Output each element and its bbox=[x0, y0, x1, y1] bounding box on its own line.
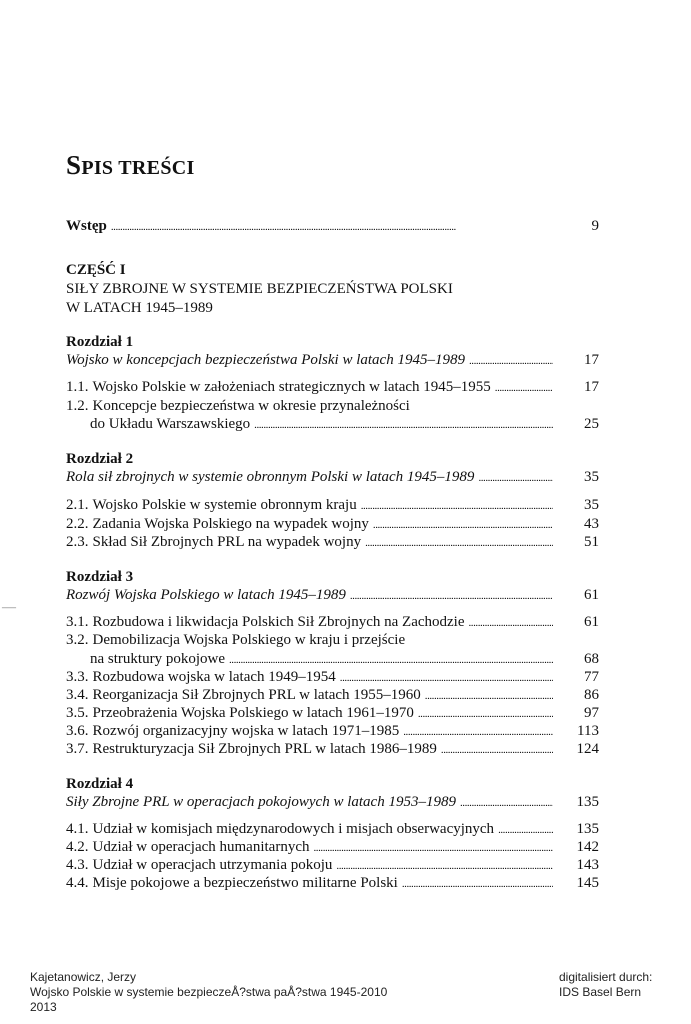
toc-section-entry[interactable] bbox=[66, 820, 599, 839]
toc-page-number: 142 bbox=[576, 839, 599, 855]
toc-page-number: 77 bbox=[584, 669, 599, 685]
leader-dots bbox=[469, 613, 554, 633]
toc-page-number: 86 bbox=[584, 687, 599, 703]
toc-entry-label: Misje pokojowe a bezpieczeństwo militarne Polski bbox=[92, 875, 398, 891]
footer-bibliographic-info bbox=[30, 970, 387, 1015]
leader-dots bbox=[495, 378, 553, 398]
section-number: 4.2. bbox=[66, 839, 89, 855]
toc-section-entry[interactable] bbox=[66, 613, 599, 632]
toc-page-number: 17 bbox=[584, 352, 599, 368]
section-number: 1.1. bbox=[66, 379, 89, 395]
toc-page-number: 25 bbox=[584, 416, 599, 432]
toc-entry-label: Zadania Wojska Polskiego na wypadek wojny bbox=[92, 516, 369, 532]
toc-page-number: 135 bbox=[576, 794, 599, 810]
toc-section-continuation[interactable] bbox=[90, 415, 599, 434]
toc-page-number: 35 bbox=[584, 469, 599, 485]
chapter-heading: Rozdział 1 bbox=[66, 334, 134, 350]
toc-entry-label: Restrukturyzacja Sił Zbrojnych PRL w latach 1986–1989 bbox=[92, 741, 437, 757]
footer-digitization-info bbox=[559, 970, 652, 1000]
leader-dots bbox=[336, 856, 553, 876]
part-heading: CZĘŚĆ I bbox=[66, 262, 126, 278]
toc-page-number: 17 bbox=[584, 379, 599, 395]
toc-page-number: 68 bbox=[584, 651, 599, 667]
toc-entry-label: Rozbudowa wojska w latach 1949–1954 bbox=[92, 669, 336, 685]
leader-dots bbox=[402, 874, 553, 894]
chapter-heading: Rozdział 2 bbox=[66, 451, 134, 467]
toc-section-entry[interactable] bbox=[66, 515, 599, 534]
leader-dots bbox=[425, 686, 553, 706]
toc-entry-intro[interactable] bbox=[66, 217, 599, 236]
section-number: 3.6. bbox=[66, 723, 89, 739]
section-number: 2.1. bbox=[66, 497, 89, 513]
section-number: 3.1. bbox=[66, 614, 89, 630]
leader-dots bbox=[441, 740, 553, 760]
section-number: 3.2. bbox=[66, 632, 89, 648]
section-number: 1.2. bbox=[66, 398, 89, 414]
toc-page-number: 97 bbox=[584, 705, 599, 721]
toc-entry-label: Udział w komisjach międzynarodowych i misjach obserwacyjnych bbox=[92, 821, 495, 837]
title-initial: S bbox=[66, 150, 82, 180]
toc-page-number: 43 bbox=[584, 516, 599, 532]
toc-section-entry[interactable] bbox=[66, 874, 599, 893]
section-number: 4.1. bbox=[66, 821, 89, 837]
toc-entry-label: Udział w operacjach utrzymania pokoju bbox=[92, 857, 333, 873]
toc-section-entry[interactable] bbox=[66, 704, 599, 723]
toc-page-number: 61 bbox=[584, 614, 599, 630]
leader-dots bbox=[478, 468, 553, 488]
leader-dots bbox=[111, 217, 553, 237]
section-number: 4.3. bbox=[66, 857, 89, 873]
leader-dots bbox=[498, 820, 553, 840]
toc-section-entry[interactable] bbox=[66, 533, 599, 552]
leader-dots bbox=[350, 586, 553, 606]
chapter-heading: Rozdział 3 bbox=[66, 569, 134, 585]
toc-entry-label: Rozbudowa i likwidacja Polskich Sił Zbrojnych na Zachodzie bbox=[92, 614, 465, 630]
chapter-heading: Rozdział 4 bbox=[66, 776, 134, 792]
toc-chapter-title[interactable] bbox=[66, 468, 599, 487]
section-number: 3.4. bbox=[66, 687, 89, 703]
footer-author: Kajetanowicz, Jerzy bbox=[30, 970, 137, 984]
leader-dots bbox=[418, 704, 553, 724]
leader-dots bbox=[314, 838, 554, 858]
toc-chapter-title[interactable] bbox=[66, 351, 599, 370]
toc-page-number: 35 bbox=[584, 497, 599, 513]
toc-entry-label: Wojsko w koncepcjach bezpieczeństwa Polski w latach 1945–1989 bbox=[66, 352, 465, 368]
toc-section-entry[interactable] bbox=[66, 838, 599, 857]
toc-entry-label: Rozwój Wojska Polskiego w latach 1945–1989 bbox=[66, 587, 346, 603]
toc-entry-label-cont: do Układu Warszawskiego bbox=[90, 416, 251, 432]
toc-section-entry[interactable] bbox=[66, 378, 599, 397]
leader-dots bbox=[460, 793, 553, 813]
section-number: 3.7. bbox=[66, 741, 89, 757]
toc-section-entry[interactable] bbox=[66, 631, 599, 650]
leader-dots bbox=[373, 515, 553, 535]
toc-page-number: 145 bbox=[576, 875, 599, 891]
toc-page-number: 124 bbox=[576, 741, 599, 757]
margin-mark: — bbox=[2, 600, 16, 615]
toc-page-number: 143 bbox=[576, 857, 599, 873]
section-number: 2.2. bbox=[66, 516, 89, 532]
toc-section-entry[interactable] bbox=[66, 722, 599, 741]
toc-entry-label: Rola sił zbrojnych w systemie obronnym Polski w latach 1945–1989 bbox=[66, 469, 475, 485]
section-number: 2.3. bbox=[66, 534, 89, 550]
leader-dots bbox=[340, 668, 553, 688]
toc-entry-label: Wojsko Polskie w systemie obronnym kraju bbox=[92, 497, 357, 513]
leader-dots bbox=[365, 533, 553, 553]
section-number: 4.4. bbox=[66, 875, 89, 891]
toc-page-number: 9 bbox=[591, 218, 599, 234]
toc-entry-label: Udział w operacjach humanitarnych bbox=[92, 839, 310, 855]
leader-dots bbox=[469, 351, 553, 371]
footer-book-title: Wojsko Polskie w systemie bezpieczeÅ?stwa paÅ?stwa 1945-2010 bbox=[30, 985, 388, 999]
toc-entry-label: Skład Sił Zbrojnych PRL na wypadek wojny bbox=[92, 534, 362, 550]
toc-section-entry[interactable] bbox=[66, 668, 599, 687]
leader-dots bbox=[254, 415, 553, 435]
toc-chapter-title[interactable] bbox=[66, 586, 599, 605]
toc-entry-label: Rozwój organizacyjny wojska w latach 1971–1985 bbox=[92, 723, 400, 739]
toc-page-number: 51 bbox=[584, 534, 599, 550]
part-title-line-1: SIŁY ZBROJNE W SYSTEMIE BEZPIECZEŃSTWA POLSKI bbox=[66, 281, 453, 297]
toc-page-number: 61 bbox=[584, 587, 599, 603]
toc-entry-label: Przeobrażenia Wojska Polskiego w latach 1961–1970 bbox=[92, 705, 414, 721]
toc-section-continuation[interactable] bbox=[90, 650, 599, 669]
toc-entry-label: Wojsko Polskie w założeniach strategicznych w latach 1945–1955 bbox=[92, 379, 491, 395]
leader-dots bbox=[361, 496, 553, 516]
title-rest: PIS TREŚCI bbox=[81, 157, 195, 179]
toc-entry-label-cont: na struktury pokojowe bbox=[90, 651, 225, 667]
section-number: 3.3. bbox=[66, 669, 89, 685]
toc-chapter-title[interactable] bbox=[66, 793, 599, 812]
toc-section-entry[interactable] bbox=[66, 496, 599, 515]
section-number: 3.5. bbox=[66, 705, 89, 721]
footer-institution: IDS Basel Bern bbox=[559, 985, 642, 999]
toc-entry-label: Wstęp bbox=[66, 218, 107, 234]
leader-dots bbox=[403, 722, 553, 742]
toc-page-number: 135 bbox=[576, 821, 599, 837]
toc-section-entry[interactable] bbox=[66, 686, 599, 705]
toc-section-entry[interactable] bbox=[66, 397, 599, 416]
part-title-line-2: W LATACH 1945–1989 bbox=[66, 300, 213, 316]
page-title bbox=[66, 150, 195, 181]
leader-dots bbox=[229, 650, 553, 670]
toc-section-entry[interactable] bbox=[66, 740, 599, 759]
footer-year: 2013 bbox=[30, 1000, 57, 1014]
toc-entry-label: Koncepcje bezpieczeństwa w okresie przynależności bbox=[92, 398, 410, 414]
footer-digitized-by-label: digitalisiert durch: bbox=[559, 970, 653, 984]
toc-entry-label: Siły Zbrojne PRL w operacjach pokojowych w latach 1953–1989 bbox=[66, 794, 456, 810]
toc-section-entry[interactable] bbox=[66, 856, 599, 875]
toc-entry-label: Demobilizacja Wojska Polskiego w kraju i przejście bbox=[92, 632, 406, 648]
toc-page-number: 113 bbox=[577, 723, 599, 739]
toc-entry-label: Reorganizacja Sił Zbrojnych PRL w latach 1955–1960 bbox=[92, 687, 421, 703]
